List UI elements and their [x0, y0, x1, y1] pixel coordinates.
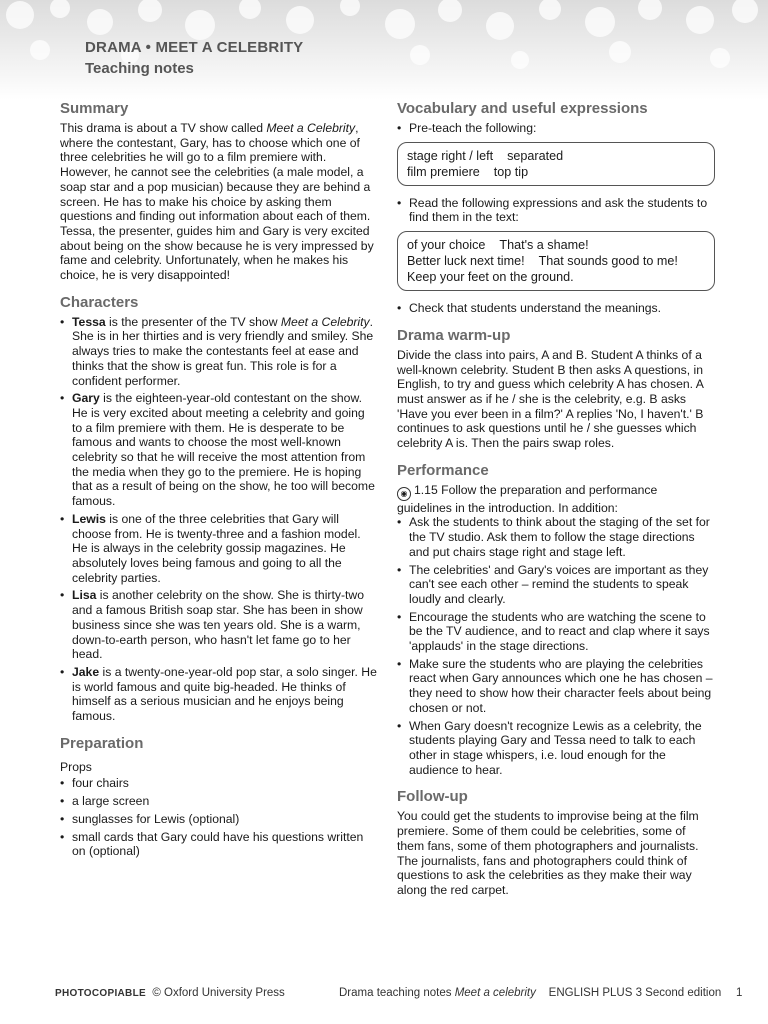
list-item: • a large screen: [60, 794, 378, 809]
props-label: Props: [60, 759, 92, 774]
summary-heading: Summary: [60, 100, 129, 117]
expression: Keep your feet on the ground.: [407, 270, 574, 285]
vocab-term: film premiere: [407, 164, 480, 179]
vocab-term: top tip: [493, 164, 529, 179]
list-item: • Ask the students to think about the staging of the set for the TV studio. Ask them to follow the stage directions and put chairs stage right and stage left.: [397, 515, 715, 559]
list-item: • four chairs: [60, 776, 378, 791]
warmup-section: [397, 326, 715, 451]
document-title: DRAMA • MEET A CELEBRITY: [85, 39, 304, 56]
characters-heading: Characters: [60, 293, 139, 311]
performance-section: [397, 461, 715, 778]
expression: Better luck next time!: [407, 254, 525, 269]
character-item-lisa: • Lisa is another celebrity on the show. She is thirty-two and a famous British soap star. She has been in show business since she was ten years old. She is a warm, down-to-earth person, who hasn't let fame go to her head.: [60, 588, 378, 662]
vocab-term: stage right / left: [407, 148, 494, 163]
characters-section: [60, 293, 378, 724]
props-list: [60, 776, 378, 859]
list-item: • Pre-teach the following:: [397, 121, 715, 136]
list-item: • Check that students understand the meanings.: [397, 301, 715, 316]
vocabulary-check-list: [397, 301, 715, 316]
document-subtitle: Teaching notes: [85, 60, 194, 77]
expressions-box: [397, 231, 715, 291]
document-header: [85, 38, 303, 80]
vocabulary-heading: Vocabulary and useful expressions: [397, 100, 648, 117]
expression: That sounds good to me!: [538, 254, 678, 269]
list-item: • Read the following expressions and ask the students to find them in the text:: [397, 196, 715, 225]
list-item: • Make sure the students who are playing the celebrities react when Gary announces which one he has chosen – they need to show how their character feels about being chosen or not.: [397, 657, 715, 716]
list-item: • small cards that Gary could have his questions written on (optional): [60, 830, 378, 859]
left-column: [60, 99, 378, 869]
followup-text: You could get the students to improvise being at the film premiere. Some of them could be celebrities, some of them fans, some of them photographers and journalists. The journalists, fans and photographers could think of questions to ask the celebrities as they make their way along the red carpet.: [397, 809, 699, 897]
page-number: 1: [736, 987, 743, 999]
summary-text: This drama is about a TV show called Meet a Celebrity, where the contestant, Gary, has to choose which one of three celebrities he will go to a film premiere with. However, he cannot see the celebrities (a male model, a soap star and a pop musician) because they are behind a screen. He has to make his choice by asking them questions and finding out information about each of them. Tessa, the presenter, guides him and Gary is very excited about being on the show because he is very impressed by fame and celebrity. Unfortunately, when he makes his choice, he is very disappointed!: [60, 121, 374, 283]
audio-cd-icon: ◉: [397, 487, 411, 501]
character-item-tessa: • Tessa is the presenter of the TV show Meet a Celebrity. She is in her thirties and is very friendly and smiley. She always tries to make the contestants feel at ease and thinks that the show is great fun. This role is for a confident performer.: [60, 315, 378, 389]
warmup-heading: Drama warm-up: [397, 326, 511, 344]
vocabulary-intro-list: [397, 121, 715, 136]
warmup-text: Divide the class into pairs, A and B. Student A thinks of a well-known celebrity. Student B then asks A questions, in English, to try and guess which celebrity A has chosen. A must answer as if he / she is the celebrity, e.g. B asks 'Have you ever been in a film?' A replies 'No, I haven't.' B continues to ask questions until he / she guesses which celebrity A is. Then the pairs swap roles.: [397, 347, 704, 451]
list-item: • Encourage the students who are watching the scene to be the TV audience, and to react and clap where it says 'applauds' in the stage directions.: [397, 610, 715, 654]
vocabulary-instruction-list: [397, 196, 715, 225]
characters-list: [60, 315, 378, 724]
track-number: 1.15: [414, 482, 438, 497]
character-item-jake: • Jake is a twenty-one-year-old pop star, a solo singer. He is world famous and quite big-headed. He thinks of himself as a serious musician and he enjoys being famous.: [60, 665, 378, 724]
performance-intro: ◉ 1.15 Follow the preparation and performance guidelines in the introduction. In addition:: [397, 482, 658, 515]
performance-heading: Performance: [397, 461, 489, 479]
expression: of your choice: [407, 238, 486, 253]
list-item: • sunglasses for Lewis (optional): [60, 812, 378, 827]
followup-heading: Follow-up: [397, 788, 468, 806]
summary-section: [60, 99, 378, 283]
footer-copyright: PHOTOCOPIABLE © Oxford University Press: [55, 987, 285, 999]
character-item-gary: • Gary is the eighteen-year-old contestant on the show. He is very excited about meeting a celebrity and going to a film premiere with them. He is desperate to be famous and wants to choose the most well-known celebrity so that he will receive the most attention from the media when they go to the premiere. He is hoping that as a result of being on the show, he too will become famous.: [60, 391, 378, 509]
vocab-term: separated: [507, 148, 564, 163]
preparation-section: [60, 734, 378, 859]
performance-list: [397, 515, 715, 777]
character-item-lewis: • Lewis is one of the three celebrities that Gary will choose from. He is twenty-three and a fashion model. He is always in the celebrity gossip magazines. He absolutely loves being famous and going to all the celebrity parties.: [60, 512, 378, 586]
followup-section: [397, 787, 715, 897]
footer-title: Drama teaching notes Meet a celebrity ENGLISH PLUS 3 Second edition: [339, 987, 722, 999]
right-column: [397, 99, 715, 908]
expression: That's a shame!: [499, 238, 589, 253]
vocabulary-section: [397, 99, 715, 316]
list-item: • When Gary doesn't recognize Lewis as a celebrity, the students playing Gary and Tessa need to talk to each other in stage whispers, i.e. loud enough for the audience to hear.: [397, 719, 715, 778]
list-item: • The celebrities' and Gary's voices are important as they can't see each other – remind the students to speak loudly and clearly.: [397, 563, 715, 607]
preparation-heading: Preparation: [60, 734, 144, 752]
vocabulary-box: [397, 142, 715, 186]
